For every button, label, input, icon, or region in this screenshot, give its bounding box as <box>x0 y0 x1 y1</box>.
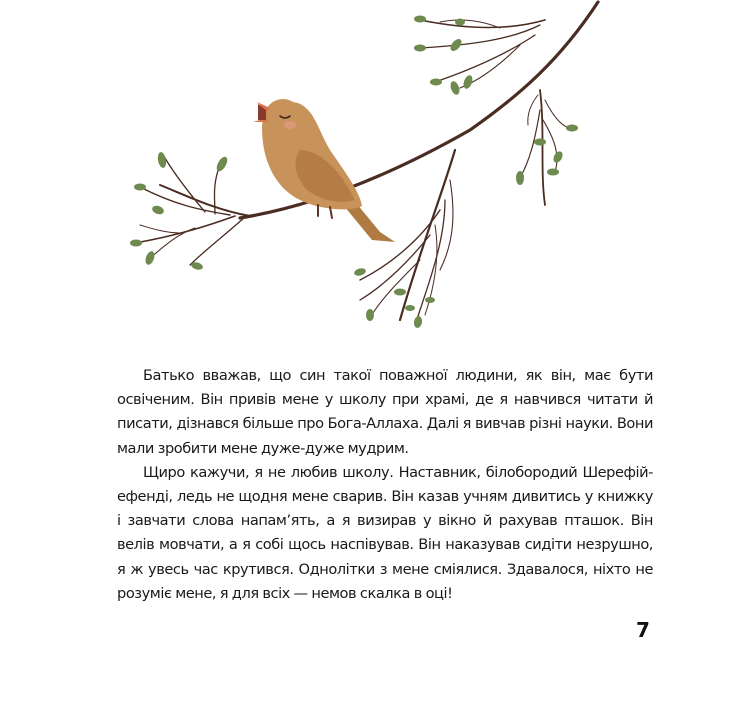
paragraph-2: Щиро кажучи, я не любив школу. Наставник, білобородий Шерефій-ефенді, ледь не щодня мене сварив. Він казав учням дивитись у книжку і завчати слова напам’ять, а я визирав у вікно й рахував пташок. Він велів мовчати, а я собі щось наспівував. Він наказував сидіти незрушно, я ж увесь час крутився. Однолітки з мене сміялися. Здавалося, ніхто не розуміє мене, я для всіх — немов скалка в оці! <box>117 463 653 602</box>
bird-on-branch-illustration <box>0 0 749 340</box>
leaves <box>130 16 578 329</box>
branches <box>135 2 598 325</box>
story-text <box>117 364 653 606</box>
paragraph-1: Батько вважав, що син такої поважної людини, як він, має бути освіченим. Він привів мене у школу при храмі, де я навчився читати й писати, дізнався більше про Бога-Аллаха. Далі я вивчав різні науки. Вони мали зробити мене дуже-дуже мудрим. <box>117 367 653 457</box>
bird <box>253 99 395 242</box>
page-number: 7 <box>636 618 650 642</box>
